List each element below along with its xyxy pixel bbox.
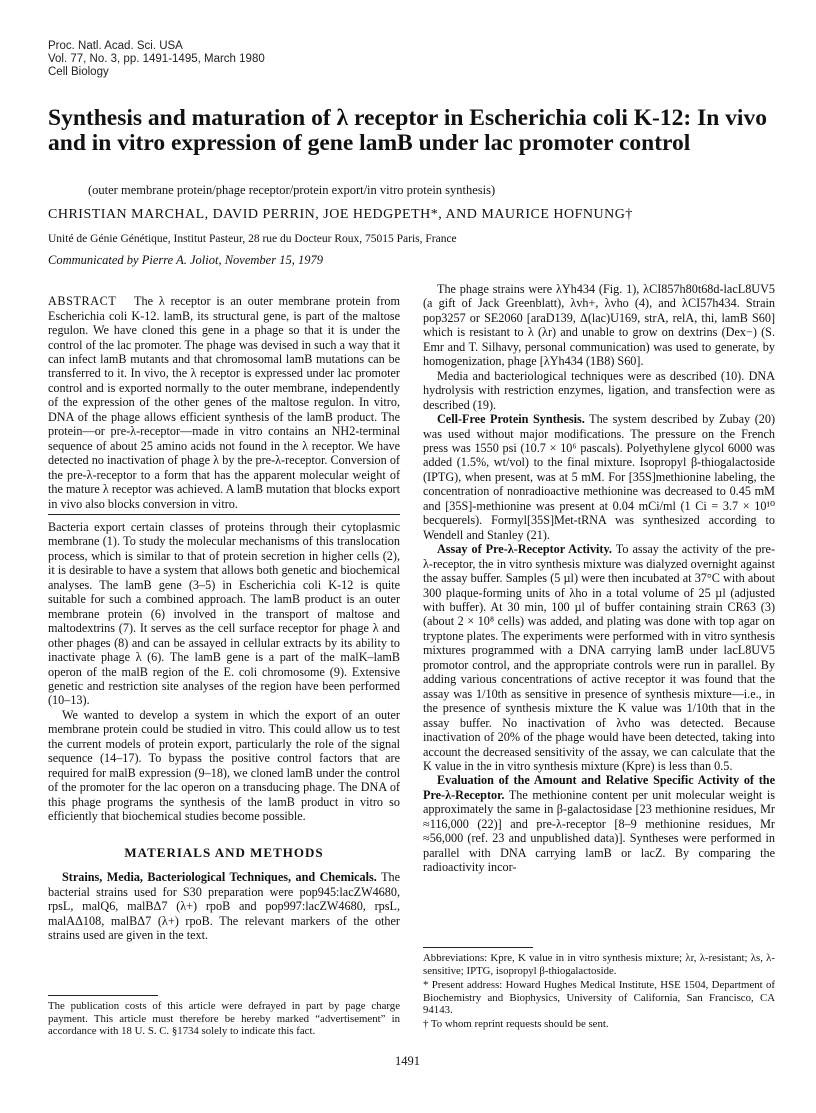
abstract-label: ABSTRACT bbox=[48, 294, 117, 309]
intro-paragraph-1: Bacteria export certain classes of proteins through their cytoplasmic membrane (1). To study the molecular mechanisms of this translocation process, which is similar to that of protein secretion in higher cells (2), it is desirable to have a system that allows both genetic and biochemical analyses. The lamB gene (3–5) in Escherichia coli K-12 is quite suitable for such a combined approach. The lamB product is an outer membrane protein (6) involved in the transport of maltose and maltodextrins (7). It serves as the cell surface receptor for phage λ and other phages (8) and can be assayed in cellular extracts by its ability to inactivate phage λ (6). The lamB gene is a part of the malK–lamB operon of the malB region of the E. coli chromosome (9). Extensive genetic and restriction site analyses of the region have been performed (10–13). bbox=[48, 520, 400, 708]
eval-heading: Evaluation of the Amount and Relative Specific Activity of the Pre-λ-Receptor. bbox=[423, 773, 775, 802]
journal-section: Cell Biology bbox=[48, 66, 109, 78]
cellfree-text: The system described by Zubay (20) was used without major modifications. The pressure on the French press was 1550 psi (10.7 × 10⁶ pascals). Polyethylene glycol 6000 was added (1.5%, wt/vol) to the final mixture. Isopropyl β-thiogalactoside (IPTG), when present, was at 5 mM. For [35S]methionine labeling, the concentration of nonradioactive methionine was decreased to 0.45 mM and [35S]-methionine was present at 0.04 mCi/ml (1 Ci = 3.7 × 10¹⁰ becquerels). Formyl[35S]Met-tRNA was synthesized according to Wendell and Stanley (21). bbox=[423, 412, 776, 542]
journal-volume: Vol. 77, No. 3, pp. 1491-1495, March 1980 bbox=[48, 53, 265, 65]
communicated-by: Communicated by Pierre A. Joliot, November 15, 1979 bbox=[48, 253, 323, 267]
footnote-divider-right bbox=[423, 947, 533, 948]
intro-paragraph-2: We wanted to develop a system in which the export of an outer membrane protein could be studied in vitro. This could allow us to test the current models of protein export, particularly the role of the signal sequence (14–17). To bypass the positive control factors that are required for malB expression (9–18), we cloned lamB under the control of the promoter for the lac operon on a transducing phage. The DNA of this phage programs the synthesis of the lamB product in vitro so efficiently that biochemical studies become possible. bbox=[48, 707, 400, 824]
methods-right bbox=[423, 282, 775, 875]
assay-heading: Assay of Pre-λ-Receptor Activity. bbox=[437, 542, 612, 557]
strains-paragraph bbox=[48, 870, 400, 942]
keywords: (outer membrane protein/phage receptor/protein export/in vitro protein synthesis) bbox=[88, 183, 496, 197]
strains-text: The bacterial strains used for S30 preparation were pop945:lacZW4680, rpsL, malQ6, malBΔ7 (λ+) rpoB and pop997:lacZW4680, rpsL, malAΔ108, malBΔ7 (λ+) rpoB. The relevant markers of the other strains used are given in the text. bbox=[48, 870, 401, 943]
journal-header bbox=[48, 40, 265, 79]
eval-paragraph bbox=[423, 773, 775, 874]
abstract-text: The λ receptor is an outer membrane protein from Escherichia coli K-12. lamB, its structural gene, is part of the maltose regulon. We have cloned this gene in a phage so that it is under the control of the lac promoter. The phage was devised in such a way that it can infect lamB mutants and that chromosomal lamB mutations can be transferred to it. In vivo, the λ receptor is expressed under lac promoter control and is exported normally to the outer membrane, independently of the expression of the other genes of the maltose regulon. In vitro, DNA of the phage allows efficient synthesis of the lamB product. The protein—or pre-λ-receptor—made in vitro contains an NH2-terminal sequence of about 25 amino acids not found in the λ receptor. We have detected no inactivation of phage λ by the pre-λ-receptor. Conversion of the pre-λ-receptor to a form that has the apparent molecular weight of the mature λ receptor was achieved. A lamB mutation that blocks export in vivo also blocks conversion in vitro. bbox=[48, 294, 400, 511]
cellfree-paragraph bbox=[423, 412, 775, 542]
journal-citation: Proc. Natl. Acad. Sci. USA bbox=[48, 40, 183, 52]
methods-left bbox=[48, 846, 400, 943]
media-paragraph: Media and bacteriological techniques were as described (10). DNA hydrolysis with restriction enzymes, ligation, and transfection were as described (19). bbox=[423, 368, 775, 412]
phage-paragraph: The phage strains were λYh434 (Fig. 1), λCI857h80t68d-lacL8UV5 (a gift of Jack Greenblatt), λvh+, λvho (4), and λCI57h434. Strain pop3257 or SE2060 [araD139, Δ(lac)U169, strA, relA, thi, lamB S60] which is resistant to λ (λr) and unable to grow on dextrins (Dex−) (S. Emr and T. Silhavy, personal communication) was used to generate, by homogenization, phage [λYh434 (1B8) S60]. bbox=[423, 282, 775, 369]
publication-footnote: The publication costs of this article were defrayed in part by page charge payment. This article must therefore be hereby marked “advertisement” in accordance with 18 U. S. C. §1734 solely to indicate this fact. bbox=[48, 1000, 400, 1037]
author-list: CHRISTIAN MARCHAL, DAVID PERRIN, JOE HEDGPETH*, AND MAURICE HOFNUNG† bbox=[48, 207, 633, 222]
abbreviations-footnote: Abbreviations: Kpre, K value in in vitro synthesis mixture; λr, λ-resistant; λs, λ-sensitive; IPTG, isopropyl β-thiogalactoside. bbox=[423, 952, 775, 977]
strains-heading: Strains, Media, Bacteriological Techniques, and Chemicals. bbox=[62, 870, 377, 885]
abstract-divider bbox=[48, 514, 400, 515]
footnote-divider-left bbox=[48, 995, 158, 996]
article-title: Synthesis and maturation of λ receptor in Escherichia coli K-12: In vivo and in vitro expression of gene lamB under lac promoter control bbox=[48, 105, 767, 156]
section-heading-methods: MATERIALS AND METHODS bbox=[124, 845, 324, 860]
eval-text: The methionine content per unit molecular weight is approximately the same in β-galactosidase [23 methionine residues, Mr ≈116,000 (22)] and pre-λ-receptor [8–9 methionine residues, Mr ≈56,000 (ref. 23 and unpublished data)]. Syntheses were performed in parallel with DNA carrying lamB or lacZ. By comparing the radioactivity incor- bbox=[423, 787, 776, 875]
assay-paragraph bbox=[423, 542, 775, 773]
cellfree-heading: Cell-Free Protein Synthesis. bbox=[437, 412, 585, 427]
reprint-footnote: † To whom reprint requests should be sent. bbox=[423, 1018, 609, 1030]
assay-text: To assay the activity of the pre-λ-receptor, the in vitro synthesis mixture was dialyzed overnight against the assay buffer. Samples (5 µl) were then incubated at 37°C with about 300 plaque-forming units of λho in a total volume of 25 µl (adjusted with buffer). At 30 min, 100 µl of buffer containing strain CR63 (3) (about 2 × 10⁸ cells) was added, and plating was done with top agar on tryptone plates. The experiments were performed with in vitro synthesis mixtures programmed with a DNA carrying lamB under lacL8UV5 promotor control, and the appropriate controls were run in parallel. By adding various concentrations of active receptor it was found that the assay was 1/10th as sensitive in presence of synthesis mixture—i.e., in the presence of synthesis mixture the K value was 1/10th that in the assay buffer. No inactivation of λvho was detected. Because inactivation of 20% of the phage would have been detected, taking into account the decreased sensitivity of the assay, we can calculate that the K value in the in vitro synthesis mixture (Kpre) is less than 0.5. bbox=[423, 542, 776, 773]
affiliation: Unité de Génie Génétique, Institut Pasteur, 28 rue du Docteur Roux, 75015 Paris, France bbox=[48, 233, 457, 245]
abstract bbox=[48, 282, 400, 523]
present-address-footnote: * Present address: Howard Hughes Medical Institute, HSE 1504, Department of Biochemistry and Biophysics, University of California, San Francisco, CA 94143. bbox=[423, 979, 775, 1016]
introduction bbox=[48, 520, 400, 824]
page-number: 1491 bbox=[395, 1054, 420, 1068]
